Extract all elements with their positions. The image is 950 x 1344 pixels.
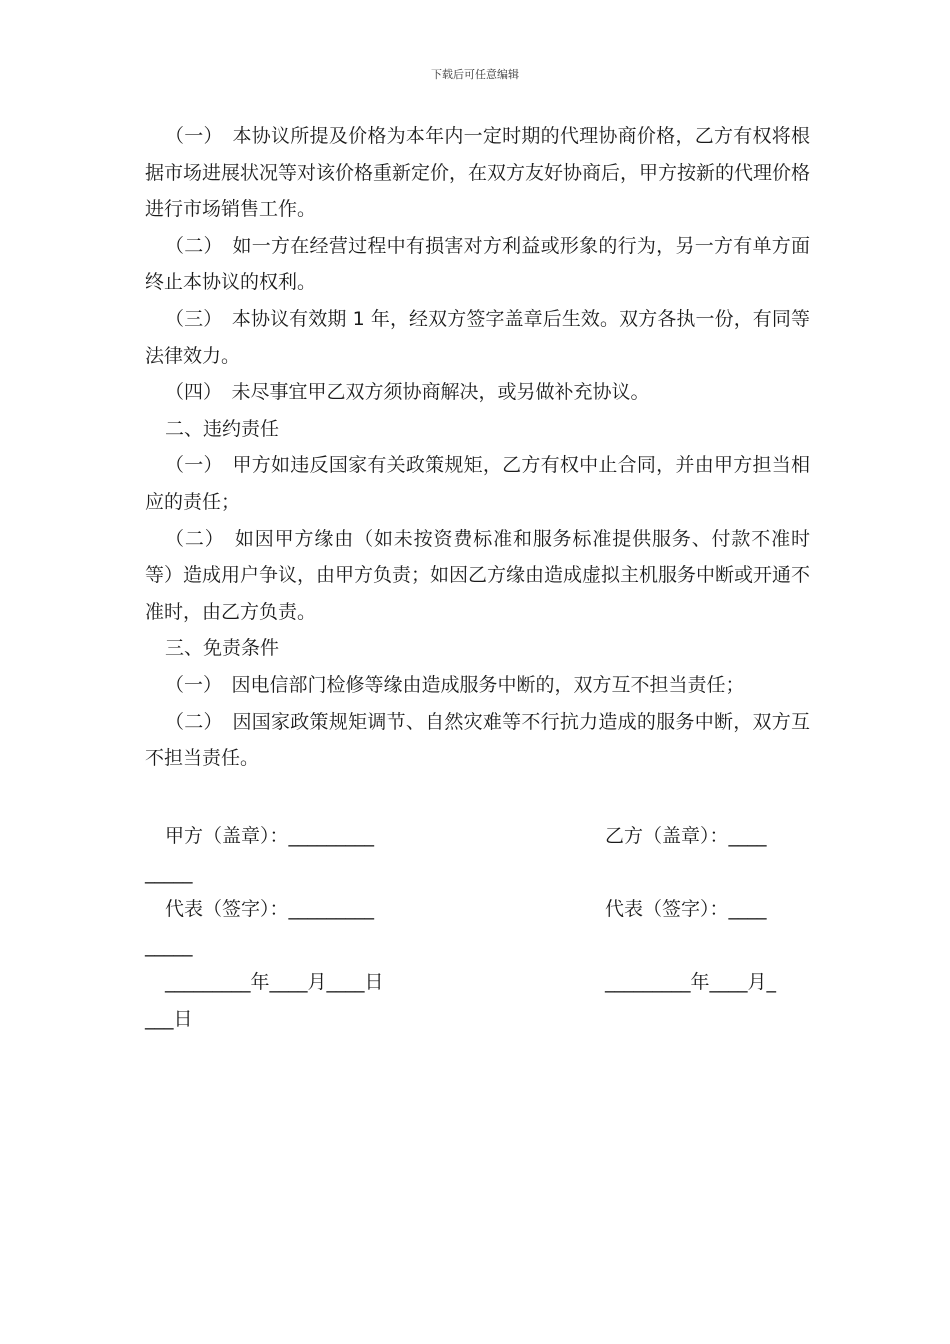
party-a-date: _________年____月____日 <box>165 971 384 993</box>
party-b-date-cont: ___日 <box>145 1007 193 1030</box>
page-header: 下载后可任意编辑 <box>431 68 519 81</box>
party-b-representative: 代表（签字）：____ <box>605 898 767 920</box>
document-body <box>145 118 810 777</box>
paragraph-clause-3: （三） 本协议有效期 1 年，经双方签字盖章后生效。双方各执一份，有同等法律效力。 <box>145 307 810 367</box>
section-heading-exemption: 三、免责条件 <box>165 637 280 660</box>
party-b-seal: 乙方（盖章）：____ <box>605 825 767 847</box>
paragraph-exemption-2: （二） 因国家政策规矩调节、自然灾难等不行抗力造成的服务中断，双方互不担当责任。 <box>145 710 810 770</box>
paragraph-breach-1: （一） 甲方如违反国家有关政策规矩，乙方有权中止合同，并由甲方担当相应的责任； <box>145 454 810 513</box>
paragraph-exemption-1: （一） 因电信部门检修等缘由造成服务中断的，双方互不担当责任； <box>165 673 745 696</box>
paragraph-clause-4: （四） 未尽事宜甲乙双方须协商解决，或另做补充协议。 <box>165 381 650 404</box>
party-b-date: _________年____月_ <box>605 971 777 993</box>
paragraph-clause-1: （一） 本协议所提及价格为本年内一定时期的代理协商价格，乙方有权将根据市场进展状况等对该价格重新定价，在双方友好协商后，甲方按新的代理价格进行市场销售工作。 <box>145 125 811 221</box>
paragraph-clause-2: （二） 如一方在经营过程中有损害对方利益或形象的行为，另一方有单方面终止本协议的权利。 <box>145 234 810 294</box>
party-b-seal-cont: _____ <box>145 861 193 884</box>
paragraph-breach-2: （二） 如因甲方缘由（如未按资费标准和服务标准提供服务、付款不准时等）造成用户争议，由甲方负责；如因乙方缘由造成虚拟主机服务中断或开通不准时，由乙方负责。 <box>145 527 811 623</box>
party-a-representative: 代表（签字）：_________ <box>165 898 375 920</box>
party-b-representative-cont: _____ <box>145 934 193 957</box>
section-heading-breach: 二、违约责任 <box>165 417 280 440</box>
party-a-seal: 甲方（盖章）：_________ <box>165 825 375 847</box>
